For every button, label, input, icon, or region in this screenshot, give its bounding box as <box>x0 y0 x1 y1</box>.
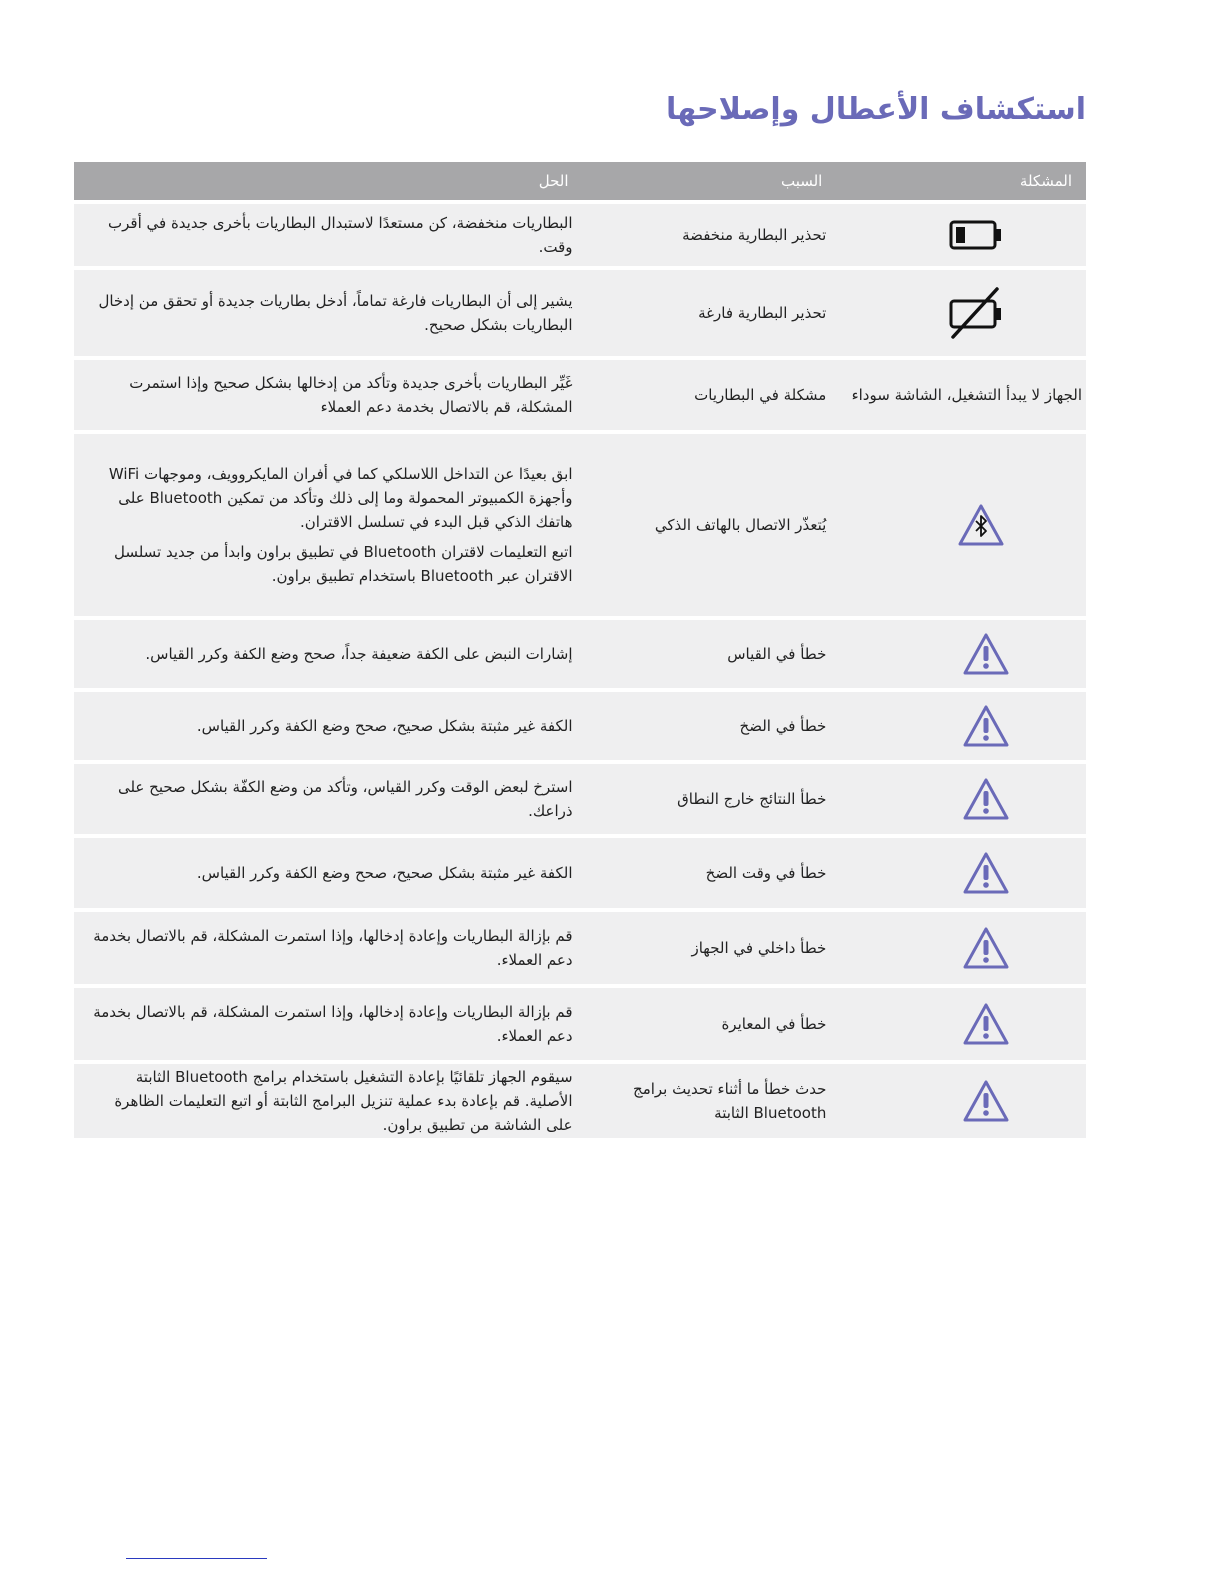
solution-text: الكفة غير مثبتة بشكل صحيح، صحح وضع الكفة وكرر القياس. <box>196 717 573 735</box>
problem-text: الجهاز لا يبدأ التشغيل، الشاشة سوداء <box>851 386 1082 404</box>
solution-text: قم بإزالة البطاريات وإعادة إدخالها، وإذا استمرت المشكلة، قم بالاتصال بخدمة دعم العملاء. <box>93 1003 573 1045</box>
solution-cell <box>74 620 583 688</box>
page-title: استكشاف الأعطال وإصلاحها <box>665 92 1086 127</box>
cause-cell: خطأ في وقت الضخ <box>583 838 837 908</box>
warning-icon <box>962 851 1010 895</box>
battery-low-icon <box>949 220 1003 250</box>
table-row <box>74 764 1086 834</box>
battery-empty-icon <box>947 285 1005 341</box>
solution-cell <box>74 434 583 616</box>
solution-text: قم بإزالة البطاريات وإعادة إدخالها، وإذا استمرت المشكلة، قم بالاتصال بخدمة دعم العملاء. <box>93 927 573 969</box>
solution-cell <box>74 270 583 356</box>
table-header-row <box>74 162 1086 200</box>
header-cause: السبب <box>583 162 837 200</box>
solution-cell <box>74 1064 583 1138</box>
footer-divider <box>126 1558 267 1559</box>
warning-icon <box>962 1079 1010 1123</box>
solution-cell <box>74 692 583 760</box>
cause-cell: خطأ داخلي في الجهاز <box>583 912 837 984</box>
solution-text: غَيِّر البطاريات بأخرى جديدة وتأكد من إدخالها بشكل صحيح وإذا استمرت المشكلة، قم بالاتصال بخدمة دعم العملاء <box>129 374 573 416</box>
troubleshooting-table <box>74 158 1086 1142</box>
table-row <box>74 1064 1086 1138</box>
solution-text: سيقوم الجهاز تلقائيًا بإعادة التشغيل باستخدام برامج Bluetooth الثابتة الأصلية. قم بإعادة بدء عملية تنزيل البرامج الثابتة أو اتبع التعليمات الظاهرة على الشاشة من تطبيق براون. <box>114 1068 573 1134</box>
warning-icon <box>962 1002 1010 1046</box>
cause-cell: حدث خطأ ما أثناء تحديث برامج Bluetooth الثابتة <box>583 1064 837 1138</box>
solution-text: إشارات النبض على الكفة ضعيفة جداً، صحح وضع الكفة وكرر القياس. <box>145 645 573 663</box>
table-row <box>74 912 1086 984</box>
solution-cell <box>74 360 583 430</box>
table-row <box>74 434 1086 616</box>
bluetooth-warning-icon <box>957 503 1005 547</box>
solution-text: ابق بعيدًا عن التداخل اللاسلكي كما في أفران المايكروويف، وموجهات WiFi وأجهزة الكمبيوتر المحمولة وما إلى ذلك وتأكد من تمكين Bluetooth على هاتفك الذكي قبل البدء في تسلسل الاقتران. <box>108 465 573 531</box>
table-row <box>74 360 1086 430</box>
solution-text: اتبع التعليمات لاقتران Bluetooth في تطبيق براون وابدأ من جديد تسلسل الاقتران عبر Bluetooth باستخدام تطبيق براون. <box>113 543 573 585</box>
solution-text: يشير إلى أن البطاريات فارغة تماماً، أدخل بطاريات جديدة أو تحقق من إدخال البطاريات بشكل صحيح. <box>98 292 573 334</box>
table-row <box>74 270 1086 356</box>
cause-cell: خطأ في القياس <box>583 620 837 688</box>
warning-icon <box>962 632 1010 676</box>
table-row <box>74 204 1086 266</box>
warning-icon <box>962 777 1010 821</box>
cause-cell: يُتعذّر الاتصال بالهاتف الذكي <box>583 434 837 616</box>
solution-cell <box>74 764 583 834</box>
problem-cell <box>836 360 1086 430</box>
solution-cell <box>74 204 583 266</box>
cause-cell: تحذير البطارية فارغة <box>583 270 837 356</box>
solution-cell <box>74 988 583 1060</box>
solution-cell <box>74 912 583 984</box>
cause-cell: تحذير البطارية منخفضة <box>583 204 837 266</box>
solution-text: الكفة غير مثبتة بشكل صحيح، صحح وضع الكفة وكرر القياس. <box>196 864 573 882</box>
table-row <box>74 620 1086 688</box>
table-row <box>74 692 1086 760</box>
warning-icon <box>962 704 1010 748</box>
header-problem: المشكلة <box>836 162 1086 200</box>
solution-cell <box>74 838 583 908</box>
table-row <box>74 838 1086 908</box>
table-row <box>74 988 1086 1060</box>
header-solution: الحل <box>74 162 583 200</box>
cause-cell: مشكلة في البطاريات <box>583 360 837 430</box>
solution-text: استرخ لبعض الوقت وكرر القياس، وتأكد من وضع الكفّة بشكل صحيح على ذراعك. <box>117 778 573 820</box>
solution-text: البطاريات منخفضة، كن مستعدًا لاستبدال البطاريات بأخرى جديدة في أقرب وقت. <box>108 214 573 256</box>
cause-cell: خطأ في الضخ <box>583 692 837 760</box>
cause-cell: خطأ النتائج خارج النطاق <box>583 764 837 834</box>
warning-icon <box>962 926 1010 970</box>
cause-cell: خطأ في المعايرة <box>583 988 837 1060</box>
